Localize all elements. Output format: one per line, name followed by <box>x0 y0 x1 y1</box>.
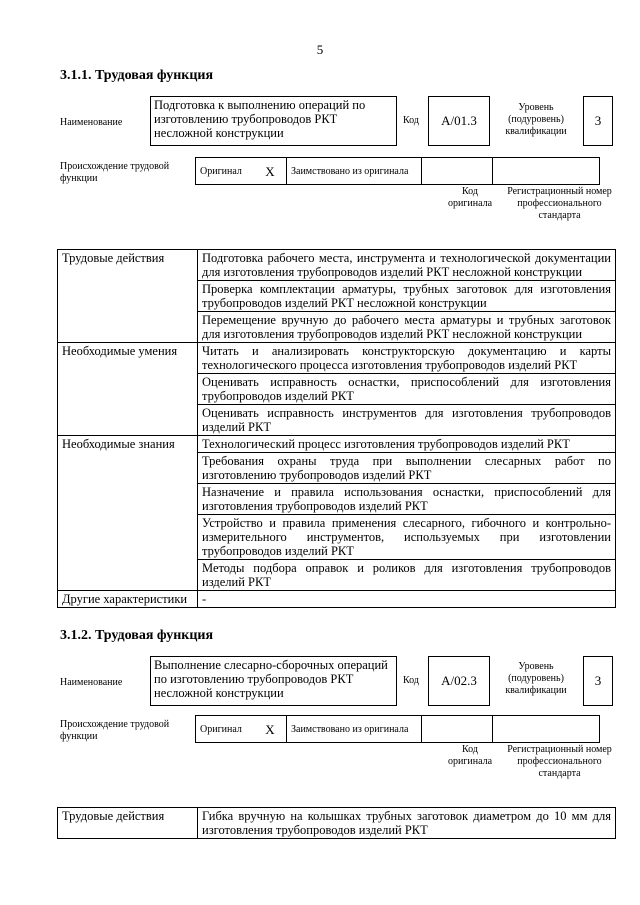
level-label: Уровень (подуровень) квалификации <box>505 102 567 137</box>
function-name-box: Выполнение слесарно-сборочных операций по изготовлению трубопроводов РКТ несложной конструкции <box>150 656 397 706</box>
reg-number-label: Регистрационный номер профессионального стандарта <box>507 744 612 779</box>
table-row <box>58 591 616 608</box>
code-label: Код <box>403 115 419 126</box>
orig-code-cell <box>422 716 493 743</box>
orig-code-cell <box>422 158 493 185</box>
row-category: Необходимые знания <box>58 436 198 591</box>
reg-number-cell <box>493 716 600 743</box>
function-table <box>57 249 616 608</box>
row-item: Оценивать исправность инструментов для изготовления трубопроводов изделий РКТ <box>198 405 616 436</box>
row-item: Оценивать исправность оснастки, приспособлений для изготовления трубопроводов изделий РКТ <box>198 374 616 405</box>
table-row <box>58 808 616 839</box>
code-value-box: А/02.3 <box>428 656 490 706</box>
reg-number-label: Регистрационный номер профессионального стандарта <box>507 186 612 221</box>
row-item: Технологический процесс изготовления трубопроводов изделий РКТ <box>198 436 616 453</box>
row-item: Перемещение вручную до рабочего места арматуры и трубных заготовок для изготовления трубопроводов изделий РКТ несложной конструкции <box>198 312 616 343</box>
row-category: Другие характеристики <box>58 591 198 608</box>
reg-number-cell <box>493 158 600 185</box>
row-category: Трудовые действия <box>58 808 198 839</box>
row-category: Необходимые умения <box>58 343 198 436</box>
orig-code-label: Код оригинала <box>447 744 493 767</box>
origin-label: Происхождение трудовой функции <box>60 719 170 742</box>
level-value-box: 3 <box>583 656 613 706</box>
function-name-box: Подготовка к выполнению операций по изготовлению трубопроводов РКТ несложной конструкции <box>150 96 397 146</box>
row-item: Проверка комплектации арматуры, трубных заготовок для изготовления трубопроводов изделий РКТ несложной конструкции <box>198 281 616 312</box>
row-item: Методы подбора оправок и роликов для изготовления трубопроводов изделий РКТ <box>198 560 616 591</box>
code-value-box: А/01.3 <box>428 96 490 146</box>
table-row <box>58 343 616 374</box>
row-item: - <box>198 591 616 608</box>
table-row <box>58 250 616 281</box>
row-category: Трудовые действия <box>58 250 198 343</box>
row-item: Устройство и правила применения слесарного, гибочного и контрольно-измерительного инструментов, используемых при изготовлении трубопроводов изделий РКТ <box>198 515 616 560</box>
section-title: 3.1.1. Трудовая функция <box>60 68 214 83</box>
row-item: Подготовка рабочего места, инструмента и технологической документации для изготовления трубопроводов изделий РКТ несложной конструкции <box>198 250 616 281</box>
borrowed-label: Заимствовано из оригинала <box>287 716 422 743</box>
borrowed-label: Заимствовано из оригинала <box>287 158 422 185</box>
original-mark: X <box>254 158 287 185</box>
original-label: Оригинал <box>196 158 255 185</box>
row-item: Требования охраны труда при выполнении слесарных работ по изготовлению трубопроводов изделий РКТ <box>198 453 616 484</box>
row-item: Назначение и правила использования оснастки, приспособлений для изготовления трубопроводов изделий РКТ <box>198 484 616 515</box>
level-label: Уровень (подуровень) квалификации <box>505 661 567 696</box>
orig-code-label: Код оригинала <box>447 186 493 209</box>
level-value-box: 3 <box>583 96 613 146</box>
original-label: Оригинал <box>196 716 255 743</box>
original-mark: X <box>254 716 287 743</box>
row-item: Читать и анализировать конструкторскую документацию и карты технологического процесса изготовления трубопроводов изделий РКТ <box>198 343 616 374</box>
origin-label: Происхождение трудовой функции <box>60 161 170 184</box>
page-number: 5 <box>316 42 324 57</box>
function-table <box>57 807 616 839</box>
code-label: Код <box>403 675 419 686</box>
name-label: Наименование <box>60 117 123 128</box>
section-title: 3.1.2. Трудовая функция <box>60 628 214 643</box>
table-row <box>58 436 616 453</box>
row-item: Гибка вручную на колышках трубных заготовок диаметром до 10 мм для изготовления трубопроводов изделий РКТ <box>198 808 616 839</box>
name-label: Наименование <box>60 677 123 688</box>
